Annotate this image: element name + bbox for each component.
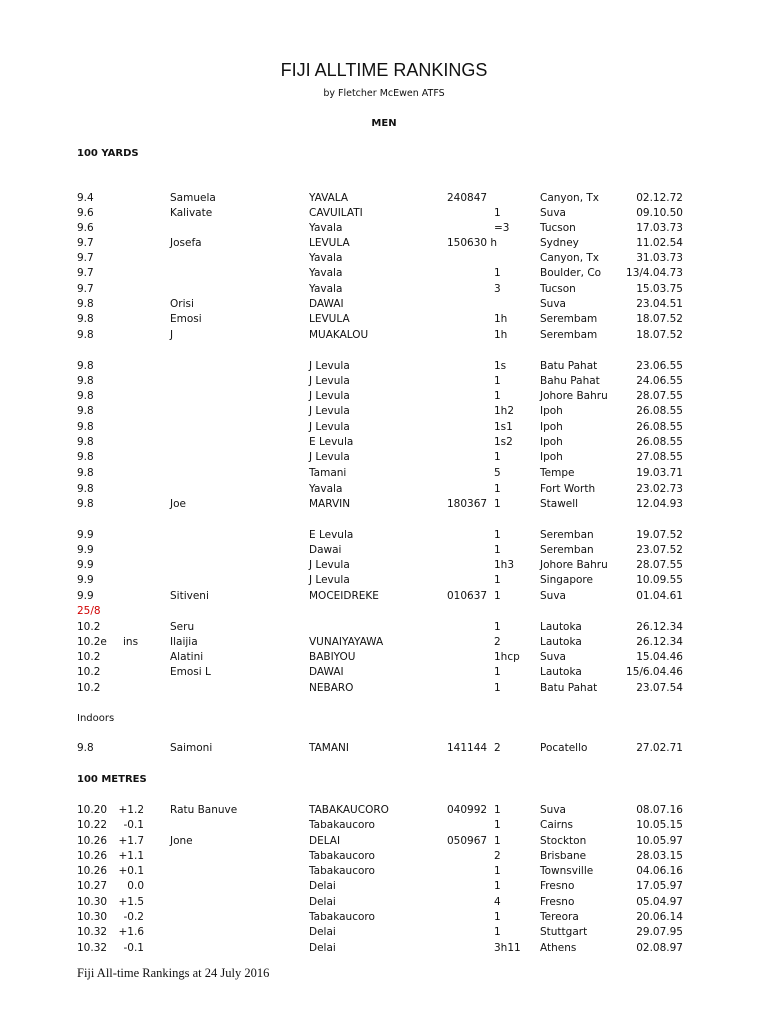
cell-pos: 1h xyxy=(494,313,508,325)
cell-mark: 9.7 xyxy=(77,237,94,249)
cell-pos: 1h xyxy=(494,329,508,341)
cell-mark: 9.7 xyxy=(77,267,94,279)
cell-date: 17.05.97 xyxy=(636,880,683,892)
cell-mark: 9.8 xyxy=(77,467,94,479)
cell-mark: 9.7 xyxy=(77,252,94,264)
cell-last: Delai xyxy=(309,896,336,908)
cell-mark: 9.7 xyxy=(77,283,94,295)
cell-date: 15/6.04.46 xyxy=(626,666,683,678)
cell-last: TABAKAUCORO xyxy=(309,804,389,816)
cell-date: 28.03.15 xyxy=(636,850,683,862)
cell-venue: Lautoka xyxy=(540,636,582,648)
cell-last: E Levula xyxy=(309,529,354,541)
cell-first: Ilaijia xyxy=(170,636,198,648)
cell-pos: 2 xyxy=(494,850,501,862)
cell-mark: 10.2 xyxy=(77,621,101,633)
cell-pos: 1 xyxy=(494,926,501,938)
cell-venue: Sydney xyxy=(540,237,579,249)
cell-last: Yavala xyxy=(309,252,343,264)
result-row xyxy=(0,544,768,559)
cell-pos: 1 xyxy=(494,544,501,556)
result-row xyxy=(0,621,768,636)
cell-date: 17.03.73 xyxy=(636,222,683,234)
cell-venue: Stockton xyxy=(540,835,587,847)
cell-mark: 9.8 xyxy=(77,360,94,372)
cell-venue: Bahu Pahat xyxy=(540,375,600,387)
cell-first: Kalivate xyxy=(170,207,213,219)
cell-first: Ratu Banuve xyxy=(170,804,238,816)
cell-wind: +1.7 xyxy=(118,835,144,847)
cell-venue: Athens xyxy=(540,942,577,954)
cell-pos: 1s xyxy=(494,360,507,372)
cell-last: J Levula xyxy=(309,405,350,417)
cell-first: Joe xyxy=(170,498,186,510)
cell-pos: 1 xyxy=(494,666,501,678)
cell-date: 27.08.55 xyxy=(636,451,683,463)
cell-last: J Levula xyxy=(309,559,350,571)
cell-last: DAWAI xyxy=(309,298,344,310)
cell-mark: 10.2e xyxy=(77,636,107,648)
cell-wind: -0.1 xyxy=(123,942,144,954)
result-row xyxy=(0,237,768,252)
cell-mark: 10.27 xyxy=(77,880,108,892)
cell-pos: 3h11 xyxy=(494,942,521,954)
cell-wind: -0.2 xyxy=(123,911,144,923)
cell-venue: Seremban xyxy=(540,544,594,556)
result-row xyxy=(0,390,768,405)
cell-mark: 10.32 xyxy=(77,942,108,954)
result-row xyxy=(0,682,768,697)
cell-venue: Serembam xyxy=(540,329,598,341)
cell-mark: 10.20 xyxy=(77,804,108,816)
cell-pos: 1 xyxy=(494,621,501,633)
cell-date: 10.05.15 xyxy=(636,819,683,831)
cell-last: Yavala xyxy=(309,267,343,279)
cell-first: Orisi xyxy=(170,298,194,310)
cell-venue: Townsville xyxy=(540,865,594,877)
cell-venue: Suva xyxy=(540,207,566,219)
cell-pos: 1 xyxy=(494,590,501,602)
cell-pos: 1 xyxy=(494,865,501,877)
cell-mark: 9.8 xyxy=(77,329,94,341)
result-row xyxy=(0,252,768,267)
cell-first: J xyxy=(170,329,174,341)
cell-mark: 10.2 xyxy=(77,666,101,678)
section-heading-indoors: Indoors xyxy=(77,713,115,724)
cell-last: Delai xyxy=(309,926,336,938)
cell-pos: 1 xyxy=(494,574,501,586)
cell-dob: 141144 xyxy=(447,742,488,754)
cell-last: VUNAIYAYAWA xyxy=(309,636,384,648)
result-row xyxy=(0,375,768,390)
cell-mark: 9.8 xyxy=(77,390,94,402)
cell-date: 12.04.93 xyxy=(636,498,683,510)
cell-last: Delai xyxy=(309,942,336,954)
result-row xyxy=(0,451,768,466)
cell-pos: 1 xyxy=(494,267,501,279)
cell-date: 11.02.54 xyxy=(636,237,683,249)
section-heading-100-yards: 100 YARDS xyxy=(77,148,139,159)
cell-pos: 1hcp xyxy=(494,651,520,663)
result-row xyxy=(0,742,768,757)
cell-venue: Batu Pahat xyxy=(540,682,598,694)
cell-date: 09.10.50 xyxy=(636,207,683,219)
cell-mark: 10.2 xyxy=(77,651,101,663)
cell-mark: 10.26 xyxy=(77,865,108,877)
cell-last: J Levula xyxy=(309,360,350,372)
cell-dob: 150630 h xyxy=(447,237,498,249)
cell-mark: 9.8 xyxy=(77,451,94,463)
cell-venue: Batu Pahat xyxy=(540,360,598,372)
cell-last: Yavala xyxy=(309,222,343,234)
cell-date: 13/4.04.73 xyxy=(626,267,683,279)
cell-mark: 10.30 xyxy=(77,896,108,908)
cell-venue: Canyon, Tx xyxy=(540,252,600,264)
cell-pos: 1 xyxy=(494,804,501,816)
cell-mark: 10.32 xyxy=(77,926,108,938)
cell-venue: Suva xyxy=(540,590,566,602)
result-row xyxy=(0,192,768,207)
cell-pos: 2 xyxy=(494,742,501,754)
cell-venue: Johore Bahru xyxy=(540,390,608,402)
result-row xyxy=(0,942,768,957)
page-title: FIJI ALLTIME RANKINGS xyxy=(280,60,488,80)
cell-dob: 010637 xyxy=(447,590,488,602)
cell-date: 26.12.34 xyxy=(636,636,683,648)
cell-date: 23.02.73 xyxy=(636,483,683,495)
cell-venue: Ipoh xyxy=(540,421,563,433)
cell-wind: 0.0 xyxy=(127,880,144,892)
result-row xyxy=(0,666,768,681)
cell-venue: Pocatello xyxy=(540,742,588,754)
cell-pos: 1 xyxy=(494,880,501,892)
cell-date: 20.06.14 xyxy=(636,911,683,923)
cell-date: 31.03.73 xyxy=(636,252,683,264)
cell-mark: 9.8 xyxy=(77,483,94,495)
cell-last: E Levula xyxy=(309,436,354,448)
cell-pos: 5 xyxy=(494,467,501,479)
cell-date: 26.08.55 xyxy=(636,421,683,433)
cell-mark: 9.8 xyxy=(77,298,94,310)
cell-venue: Stuttgart xyxy=(540,926,588,938)
cell-pos: 1 xyxy=(494,529,501,541)
cell-last: MUAKALOU xyxy=(309,329,369,341)
cell-mark: 10.2 xyxy=(77,682,101,694)
cell-venue: Tucson xyxy=(540,283,576,295)
cell-first: Saimoni xyxy=(170,742,213,754)
result-row xyxy=(0,360,768,375)
cell-last: Tabakaucoro xyxy=(309,819,375,831)
cell-last: LEVULA xyxy=(309,237,350,249)
cell-venue: Tereora xyxy=(540,911,579,923)
cell-mark: 9.8 xyxy=(77,498,94,510)
cell-dob: 240847 xyxy=(447,192,488,204)
cell-venue: Suva xyxy=(540,651,566,663)
result-row xyxy=(0,222,768,237)
cell-mark: 10.22 xyxy=(77,819,108,831)
cell-pos: 1 xyxy=(494,451,501,463)
cell-last: J Levula xyxy=(309,574,350,586)
cell-last: Dawai xyxy=(309,544,342,556)
result-row xyxy=(0,421,768,436)
result-row xyxy=(0,467,768,482)
result-row xyxy=(0,498,768,513)
cell-mark: 9.8 xyxy=(77,436,94,448)
cell-mark: 9.4 xyxy=(77,192,94,204)
result-row xyxy=(0,880,768,895)
cell-date: 26.08.55 xyxy=(636,405,683,417)
result-row xyxy=(0,896,768,911)
cell-venue: Canyon, Tx xyxy=(540,192,600,204)
cell-date: 08.07.16 xyxy=(636,804,683,816)
men-heading: MEN xyxy=(371,118,397,129)
cell-mark: 25/8 xyxy=(77,605,101,617)
cell-date: 28.07.55 xyxy=(636,390,683,402)
cell-last: Delai xyxy=(309,880,336,892)
cell-venue: Tucson xyxy=(540,222,576,234)
cell-mark: 9.8 xyxy=(77,375,94,387)
result-row xyxy=(0,911,768,926)
cell-date: 19.07.52 xyxy=(636,529,683,541)
cell-last: MARVIN xyxy=(309,498,351,510)
cell-venue: Suva xyxy=(540,804,566,816)
section-heading-100-metres: 100 METRES xyxy=(77,774,147,785)
cell-date: 02.08.97 xyxy=(636,942,683,954)
cell-date: 15.03.75 xyxy=(636,283,683,295)
result-row xyxy=(0,483,768,498)
cell-date: 05.04.97 xyxy=(636,896,683,908)
cell-venue: Stawell xyxy=(540,498,579,510)
cell-venue: Brisbane xyxy=(540,850,587,862)
cell-pos: 1 xyxy=(494,911,501,923)
cell-pos: 3 xyxy=(494,283,501,295)
cell-mark: 9.9 xyxy=(77,574,94,586)
result-row xyxy=(0,207,768,222)
cell-last: DELAI xyxy=(309,835,341,847)
cell-mark: 9.8 xyxy=(77,313,94,325)
cell-mark: 9.8 xyxy=(77,421,94,433)
result-row xyxy=(0,329,768,344)
cell-venue: Ipoh xyxy=(540,451,563,463)
cell-last: NEBARO xyxy=(309,682,354,694)
result-row xyxy=(0,865,768,880)
result-row xyxy=(0,298,768,313)
cell-venue: Fort Worth xyxy=(540,483,596,495)
cell-mark: 10.26 xyxy=(77,850,108,862)
cell-mark: 9.6 xyxy=(77,222,94,234)
cell-venue: Tempe xyxy=(540,467,575,479)
cell-pos: 1s2 xyxy=(494,436,513,448)
result-row xyxy=(0,651,768,666)
cell-venue: Boulder, Co xyxy=(540,267,602,279)
cell-pos: 1 xyxy=(494,819,501,831)
cell-pos: 1h2 xyxy=(494,405,515,417)
cell-first: Emosi xyxy=(170,313,202,325)
cell-date: 02.12.72 xyxy=(636,192,683,204)
cell-date: 23.06.55 xyxy=(636,360,683,372)
cell-last: MOCEIDREKE xyxy=(309,590,379,602)
cell-wind: +1.5 xyxy=(118,896,144,908)
cell-date: 10.05.97 xyxy=(636,835,683,847)
cell-first: Sitiveni xyxy=(170,590,209,602)
cell-mark: 9.8 xyxy=(77,742,94,754)
page-footer: Fiji All-time Rankings at 24 July 2016 xyxy=(77,966,270,980)
cell-pos: 1s1 xyxy=(494,421,513,433)
cell-date: 04.06.16 xyxy=(636,865,683,877)
result-row xyxy=(0,574,768,589)
cell-pos: 4 xyxy=(494,896,501,908)
cell-first: Seru xyxy=(170,621,195,633)
cell-first: Samuela xyxy=(170,192,216,204)
cell-pos: 1 xyxy=(494,498,501,510)
result-row xyxy=(0,283,768,298)
cell-last: J Levula xyxy=(309,451,350,463)
result-row xyxy=(0,819,768,834)
cell-last: TAMANI xyxy=(309,742,349,754)
cell-wind: +0.1 xyxy=(118,865,144,877)
cell-extra: ins xyxy=(123,636,139,648)
cell-venue: Lautoka xyxy=(540,666,582,678)
cell-venue: Fresno xyxy=(540,896,575,908)
cell-date: 23.04.51 xyxy=(636,298,683,310)
cell-first: Jone xyxy=(170,835,193,847)
cell-last: CAVUILATI xyxy=(309,207,363,219)
cell-wind: +1.6 xyxy=(118,926,144,938)
result-row xyxy=(0,605,768,620)
result-row xyxy=(0,436,768,451)
cell-date: 23.07.54 xyxy=(636,682,683,694)
cell-pos: 1 xyxy=(494,483,501,495)
cell-date: 26.08.55 xyxy=(636,436,683,448)
cell-pos: =3 xyxy=(494,222,510,234)
cell-pos: 1 xyxy=(494,375,501,387)
cell-date: 18.07.52 xyxy=(636,313,683,325)
cell-dob: 050967 xyxy=(447,835,488,847)
cell-date: 28.07.55 xyxy=(636,559,683,571)
cell-first: Josefa xyxy=(170,237,202,249)
cell-mark: 9.9 xyxy=(77,529,94,541)
cell-wind: +1.1 xyxy=(118,850,144,862)
cell-venue: Fresno xyxy=(540,880,575,892)
cell-mark: 9.6 xyxy=(77,207,94,219)
result-row xyxy=(0,850,768,865)
cell-last: Yavala xyxy=(309,483,343,495)
result-row xyxy=(0,529,768,544)
cell-pos: 1 xyxy=(494,390,501,402)
cell-last: DAWAI xyxy=(309,666,344,678)
cell-date: 27.02.71 xyxy=(636,742,683,754)
cell-mark: 9.9 xyxy=(77,590,94,602)
cell-date: 18.07.52 xyxy=(636,329,683,341)
cell-mark: 9.9 xyxy=(77,544,94,556)
result-row xyxy=(0,267,768,282)
cell-venue: Suva xyxy=(540,298,566,310)
cell-dob: 040992 xyxy=(447,804,488,816)
cell-venue: Singapore xyxy=(540,574,593,586)
cell-venue: Seremban xyxy=(540,529,594,541)
cell-pos: 2 xyxy=(494,636,501,648)
cell-pos: 1 xyxy=(494,682,501,694)
cell-first: Emosi L xyxy=(170,666,211,678)
cell-date: 23.07.52 xyxy=(636,544,683,556)
cell-last: J Levula xyxy=(309,421,350,433)
cell-first: Alatini xyxy=(170,651,204,663)
result-row xyxy=(0,590,768,605)
result-row xyxy=(0,804,768,819)
cell-mark: 9.8 xyxy=(77,405,94,417)
cell-pos: 1 xyxy=(494,207,501,219)
cell-date: 19.03.71 xyxy=(636,467,683,479)
cell-venue: Lautoka xyxy=(540,621,582,633)
cell-mark: 10.26 xyxy=(77,835,108,847)
cell-date: 24.06.55 xyxy=(636,375,683,387)
cell-mark: 10.30 xyxy=(77,911,108,923)
cell-venue: Serembam xyxy=(540,313,598,325)
cell-wind: -0.1 xyxy=(123,819,144,831)
cell-dob: 180367 xyxy=(447,498,488,510)
cell-last: Tabakaucoro xyxy=(309,850,375,862)
cell-last: YAVALA xyxy=(309,192,349,204)
cell-venue: Johore Bahru xyxy=(540,559,608,571)
cell-date: 29.07.95 xyxy=(636,926,683,938)
cell-date: 15.04.46 xyxy=(636,651,683,663)
cell-date: 10.09.55 xyxy=(636,574,683,586)
cell-last: LEVULA xyxy=(309,313,350,325)
cell-date: 26.12.34 xyxy=(636,621,683,633)
result-row xyxy=(0,559,768,574)
cell-venue: Ipoh xyxy=(540,436,563,448)
result-row xyxy=(0,313,768,328)
cell-last: J Levula xyxy=(309,390,350,402)
cell-last: Yavala xyxy=(309,283,343,295)
cell-last: BABIYOU xyxy=(309,651,356,663)
cell-date: 01.04.61 xyxy=(636,590,683,602)
cell-last: Tabakaucoro xyxy=(309,865,375,877)
cell-last: Tamani xyxy=(309,467,347,479)
cell-pos: 1h3 xyxy=(494,559,515,571)
result-row xyxy=(0,926,768,941)
cell-venue: Cairns xyxy=(540,819,573,831)
cell-wind: +1.2 xyxy=(118,804,144,816)
result-row xyxy=(0,405,768,420)
cell-last: Tabakaucoro xyxy=(309,911,375,923)
cell-mark: 9.9 xyxy=(77,559,94,571)
cell-venue: Ipoh xyxy=(540,405,563,417)
cell-last: J Levula xyxy=(309,375,350,387)
page-subtitle: by Fletcher McEwen ATFS xyxy=(323,88,445,99)
cell-pos: 1 xyxy=(494,835,501,847)
result-row xyxy=(0,636,768,651)
result-row xyxy=(0,835,768,850)
